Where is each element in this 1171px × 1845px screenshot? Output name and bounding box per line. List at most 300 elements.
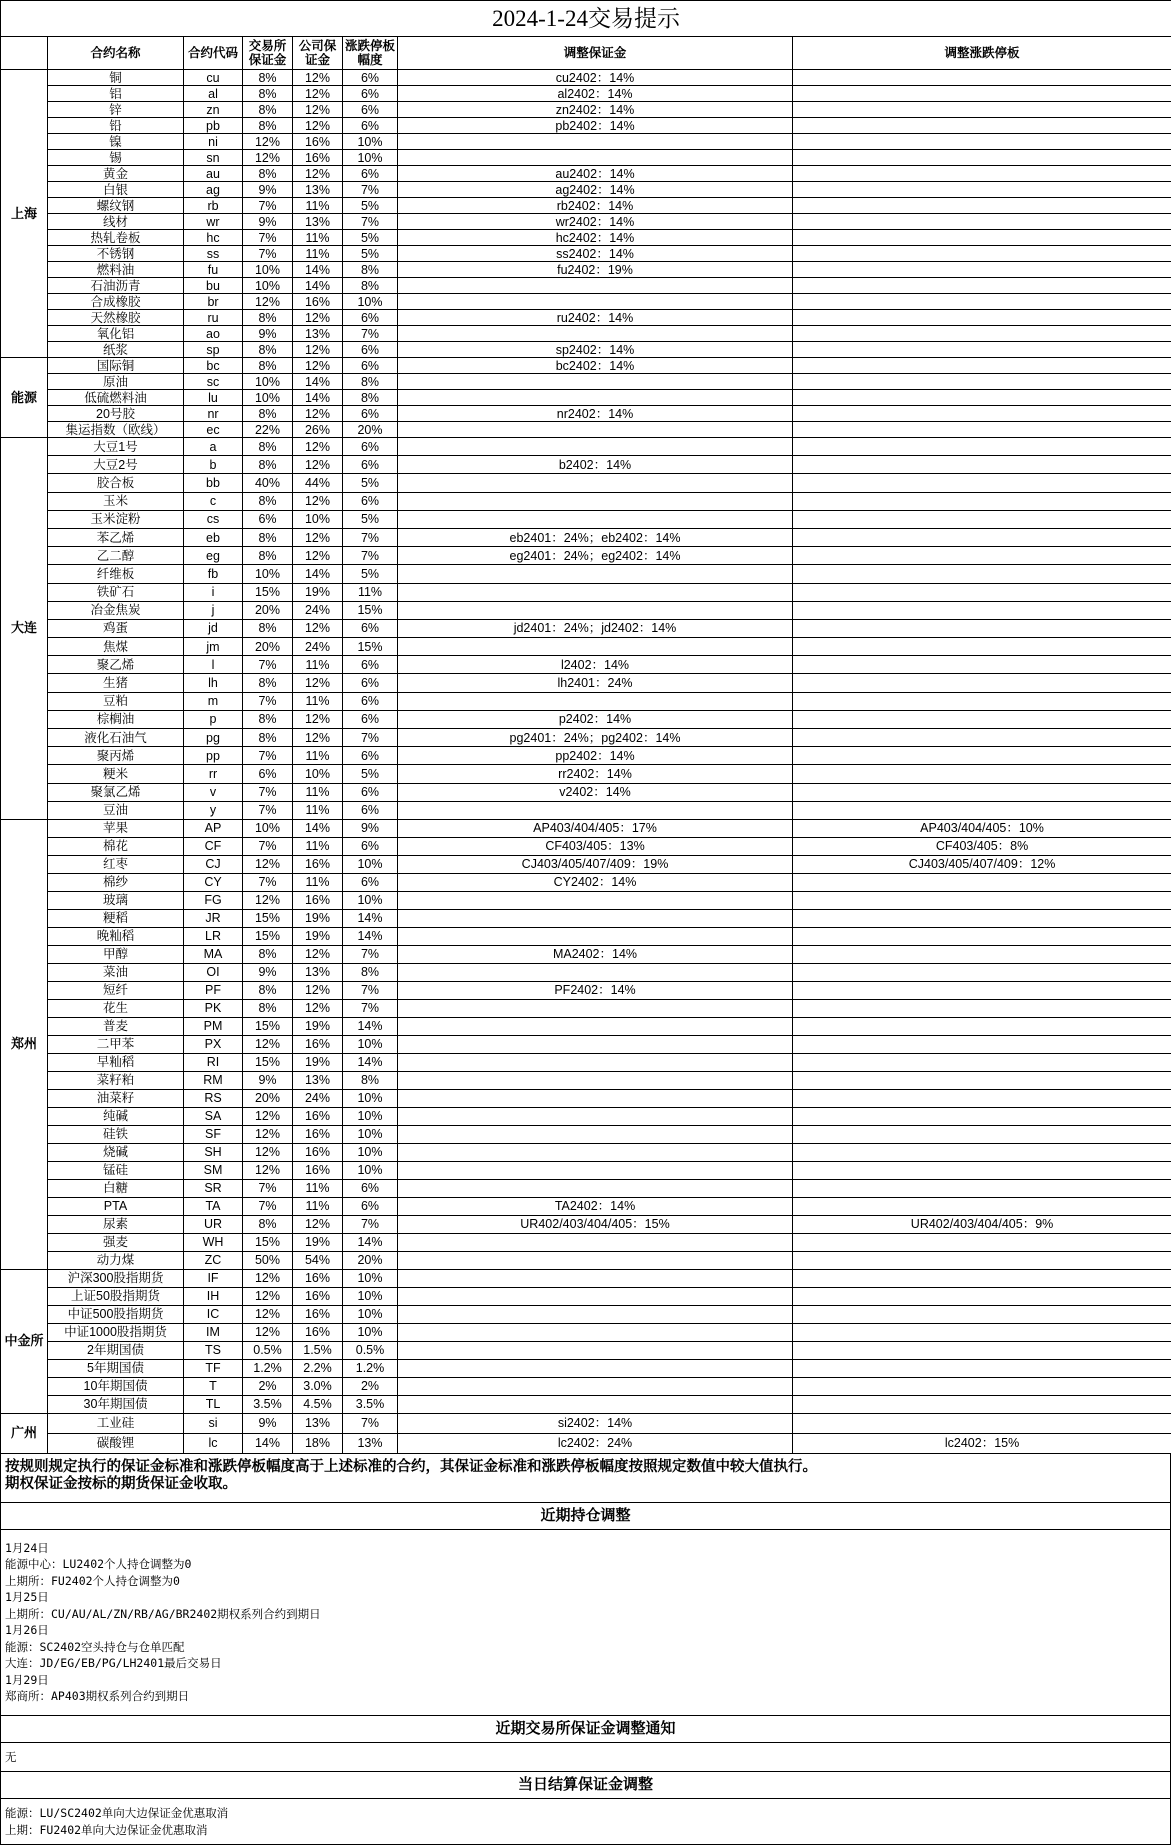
contract-code: jm <box>184 638 243 656</box>
adjusted-margin <box>398 374 793 390</box>
contract-code: PK <box>184 999 243 1017</box>
adjusted-margin <box>398 326 793 342</box>
adjusted-margin: jd2401：24%；jd2402：14% <box>398 619 793 637</box>
exchange-label: 上海 <box>1 70 48 358</box>
price-limit: 6% <box>343 710 398 728</box>
adjusted-margin <box>398 963 793 981</box>
contract-name: 棕榈油 <box>48 710 184 728</box>
contract-code: nr <box>184 406 243 422</box>
header-exchange <box>1 37 48 70</box>
adjusted-margin: lc2402：24% <box>398 1433 793 1453</box>
company-margin: 11% <box>293 783 343 801</box>
adjusted-margin <box>398 1305 793 1323</box>
adjusted-limit: lc2402：15% <box>793 1433 1171 1453</box>
price-limit: 7% <box>343 182 398 198</box>
adjusted-margin: l2402：14% <box>398 656 793 674</box>
contract-code: bc <box>184 358 243 374</box>
adjusted-limit <box>793 1359 1171 1377</box>
company-margin: 11% <box>293 837 343 855</box>
section-body <box>0 1799 1171 1845</box>
adjusted-limit <box>793 438 1171 456</box>
contract-code: FG <box>184 891 243 909</box>
exchange-margin: 12% <box>243 1107 293 1125</box>
contract-code: zn <box>184 102 243 118</box>
exchange-margin: 1.2% <box>243 1359 293 1377</box>
contract-name: 焦煤 <box>48 638 184 656</box>
contract-code: sp <box>184 342 243 358</box>
adjusted-margin <box>398 134 793 150</box>
adjusted-limit: AP403/404/405：10% <box>793 819 1171 837</box>
contract-name: 生猪 <box>48 674 184 692</box>
price-limit: 1.2% <box>343 1359 398 1377</box>
price-limit: 14% <box>343 1053 398 1071</box>
contract-code: p <box>184 710 243 728</box>
company-margin: 13% <box>293 1413 343 1433</box>
exchange-margin: 2% <box>243 1377 293 1395</box>
company-margin: 16% <box>293 891 343 909</box>
adjusted-limit <box>793 528 1171 546</box>
company-margin: 16% <box>293 1125 343 1143</box>
contract-code: i <box>184 583 243 601</box>
adjusted-limit <box>793 999 1171 1017</box>
contract-name: 二甲苯 <box>48 1035 184 1053</box>
exchange-margin: 6% <box>243 765 293 783</box>
contract-code: PX <box>184 1035 243 1053</box>
adjusted-margin: si2402：14% <box>398 1413 793 1433</box>
contract-code: SA <box>184 1107 243 1125</box>
adjusted-margin <box>398 999 793 1017</box>
contract-code: CF <box>184 837 243 855</box>
company-margin: 16% <box>293 1269 343 1287</box>
adjusted-limit <box>793 1161 1171 1179</box>
header-exchange-margin: 交易所保证金 <box>243 37 293 70</box>
exchange-margin: 8% <box>243 166 293 182</box>
adjusted-limit <box>793 729 1171 747</box>
price-limit: 20% <box>343 422 398 438</box>
header-company-margin: 公司保证金 <box>293 37 343 70</box>
company-margin: 16% <box>293 1143 343 1161</box>
adjusted-limit <box>793 927 1171 945</box>
company-margin: 18% <box>293 1433 343 1453</box>
price-limit: 6% <box>343 166 398 182</box>
price-limit: 6% <box>343 310 398 326</box>
price-limit: 9% <box>343 819 398 837</box>
adjusted-limit: CF403/405：8% <box>793 837 1171 855</box>
table-row <box>1 583 1171 601</box>
contract-name: 苯乙烯 <box>48 528 184 546</box>
section-line: 1月24日 <box>5 1540 1166 1557</box>
adjusted-margin <box>398 565 793 583</box>
contract-name: 铁矿石 <box>48 583 184 601</box>
price-limit: 6% <box>343 70 398 86</box>
contract-name: 普麦 <box>48 1017 184 1035</box>
exchange-label: 中金所 <box>1 1269 48 1413</box>
table-row <box>1 801 1171 819</box>
adjusted-limit <box>793 674 1171 692</box>
contract-rows <box>1 70 1171 1454</box>
adjusted-limit <box>793 583 1171 601</box>
adjusted-limit <box>793 1143 1171 1161</box>
exchange-margin: 7% <box>243 747 293 765</box>
table-row <box>1 656 1171 674</box>
price-limit: 14% <box>343 1017 398 1035</box>
note-line: 期权保证金按标的期货保证金收取。 <box>5 1476 1167 1493</box>
contract-code: al <box>184 86 243 102</box>
adjusted-limit <box>793 873 1171 891</box>
section-line: 1月25日 <box>5 1589 1166 1606</box>
contract-code: PF <box>184 981 243 999</box>
table-row <box>1 1143 1171 1161</box>
contract-code: IF <box>184 1269 243 1287</box>
contract-name: 玉米 <box>48 492 184 510</box>
contract-name: 5年期国债 <box>48 1359 184 1377</box>
rules-note <box>0 1454 1171 1503</box>
contract-code: CJ <box>184 855 243 873</box>
company-margin: 24% <box>293 1089 343 1107</box>
exchange-margin: 8% <box>243 406 293 422</box>
contract-name: 30年期国债 <box>48 1395 184 1413</box>
table-row <box>1 1323 1171 1341</box>
exchange-margin: 15% <box>243 909 293 927</box>
company-margin: 13% <box>293 963 343 981</box>
contract-code: ni <box>184 134 243 150</box>
exchange-margin: 7% <box>243 656 293 674</box>
page-title: 2024-1-24交易提示 <box>1 1 1171 37</box>
adjusted-margin: lh2401：24% <box>398 674 793 692</box>
contract-code: cs <box>184 510 243 528</box>
exchange-margin: 10% <box>243 819 293 837</box>
price-limit: 6% <box>343 747 398 765</box>
contract-code: c <box>184 492 243 510</box>
price-limit: 7% <box>343 547 398 565</box>
company-margin: 12% <box>293 999 343 1017</box>
company-margin: 19% <box>293 1017 343 1035</box>
exchange-margin: 12% <box>243 1161 293 1179</box>
contract-code: UR <box>184 1215 243 1233</box>
contract-name: 冶金焦炭 <box>48 601 184 619</box>
exchange-margin: 0.5% <box>243 1341 293 1359</box>
adjusted-margin: cu2402：14% <box>398 70 793 86</box>
contract-name: 豆油 <box>48 801 184 819</box>
exchange-margin: 12% <box>243 1323 293 1341</box>
contract-code: TS <box>184 1341 243 1359</box>
contract-code: TA <box>184 1197 243 1215</box>
contract-name: 原油 <box>48 374 184 390</box>
contract-code: l <box>184 656 243 674</box>
contract-code: y <box>184 801 243 819</box>
contract-code: sc <box>184 374 243 390</box>
contract-code: pb <box>184 118 243 134</box>
header-adjusted-margin: 调整保证金 <box>398 37 793 70</box>
table-row <box>1 999 1171 1017</box>
contract-name: 菜籽粕 <box>48 1071 184 1089</box>
exchange-margin: 12% <box>243 1269 293 1287</box>
contract-code: OI <box>184 963 243 981</box>
table-row <box>1 729 1171 747</box>
adjusted-limit <box>793 638 1171 656</box>
adjusted-limit <box>793 945 1171 963</box>
adjusted-margin: UR402/403/404/405：15% <box>398 1215 793 1233</box>
contract-name: 黄金 <box>48 166 184 182</box>
adjusted-limit <box>793 230 1171 246</box>
adjusted-margin <box>398 1161 793 1179</box>
contract-name: 铅 <box>48 118 184 134</box>
exchange-margin: 15% <box>243 927 293 945</box>
contract-code: IM <box>184 1323 243 1341</box>
section-line: 能源：SC2402空头持仓与仓单匹配 <box>5 1639 1166 1656</box>
exchange-margin: 15% <box>243 1053 293 1071</box>
adjusted-margin <box>398 1287 793 1305</box>
adjusted-limit: UR402/403/404/405：9% <box>793 1215 1171 1233</box>
contract-code: SH <box>184 1143 243 1161</box>
price-limit: 6% <box>343 801 398 819</box>
price-limit: 8% <box>343 963 398 981</box>
company-margin: 4.5% <box>293 1395 343 1413</box>
price-limit: 14% <box>343 1233 398 1251</box>
company-margin: 13% <box>293 1071 343 1089</box>
adjusted-limit <box>793 765 1171 783</box>
table-row <box>1 1125 1171 1143</box>
adjusted-limit <box>793 692 1171 710</box>
contract-name: 晚籼稻 <box>48 927 184 945</box>
contract-code: fb <box>184 565 243 583</box>
exchange-label: 大连 <box>1 438 48 820</box>
table-row <box>1 710 1171 728</box>
contract-name: 纯碱 <box>48 1107 184 1125</box>
table-row <box>1 294 1171 310</box>
contract-name: 锰硅 <box>48 1161 184 1179</box>
table-row <box>1 765 1171 783</box>
adjusted-limit <box>793 1053 1171 1071</box>
contract-code: au <box>184 166 243 182</box>
exchange-margin: 8% <box>243 118 293 134</box>
price-limit: 6% <box>343 358 398 374</box>
table-row <box>1 1053 1171 1071</box>
exchange-margin: 15% <box>243 1017 293 1035</box>
company-margin: 16% <box>293 1323 343 1341</box>
exchange-margin: 7% <box>243 837 293 855</box>
table-row <box>1 374 1171 390</box>
adjusted-margin <box>398 1017 793 1035</box>
contract-name: 硅铁 <box>48 1125 184 1143</box>
price-limit: 10% <box>343 1161 398 1179</box>
contract-code: pp <box>184 747 243 765</box>
company-margin: 12% <box>293 358 343 374</box>
exchange-margin: 3.5% <box>243 1395 293 1413</box>
price-limit: 8% <box>343 374 398 390</box>
table-row <box>1 1197 1171 1215</box>
company-margin: 14% <box>293 262 343 278</box>
table-row <box>1 1251 1171 1269</box>
adjusted-margin <box>398 692 793 710</box>
adjusted-margin: zn2402：14% <box>398 102 793 118</box>
contract-code: hc <box>184 230 243 246</box>
contract-code: eg <box>184 547 243 565</box>
contract-name: 短纤 <box>48 981 184 999</box>
contract-code: lh <box>184 674 243 692</box>
company-margin: 11% <box>293 873 343 891</box>
exchange-margin: 20% <box>243 1089 293 1107</box>
exchange-margin: 6% <box>243 510 293 528</box>
exchange-margin: 20% <box>243 638 293 656</box>
exchange-margin: 7% <box>243 1179 293 1197</box>
exchange-margin: 7% <box>243 783 293 801</box>
contract-name: PTA <box>48 1197 184 1215</box>
adjusted-margin: PF2402：14% <box>398 981 793 999</box>
exchange-margin: 8% <box>243 492 293 510</box>
section-body <box>0 1743 1171 1773</box>
adjusted-limit <box>793 1071 1171 1089</box>
contract-name: 中证500股指期货 <box>48 1305 184 1323</box>
contract-name: 粳米 <box>48 765 184 783</box>
adjusted-limit <box>793 134 1171 150</box>
contract-name: 铝 <box>48 86 184 102</box>
adjusted-limit <box>793 262 1171 278</box>
adjusted-margin: ss2402：14% <box>398 246 793 262</box>
contract-name: 螺纹钢 <box>48 198 184 214</box>
contract-name: 菜油 <box>48 963 184 981</box>
table-row <box>1 1269 1171 1287</box>
table-row <box>1 1233 1171 1251</box>
contract-code: ZC <box>184 1251 243 1269</box>
exchange-margin: 7% <box>243 873 293 891</box>
table-row <box>1 342 1171 358</box>
table-row <box>1 1377 1171 1395</box>
contract-code: TL <box>184 1395 243 1413</box>
exchange-margin: 50% <box>243 1251 293 1269</box>
adjusted-limit <box>793 909 1171 927</box>
contract-name: 聚丙烯 <box>48 747 184 765</box>
section-title: 近期持仓调整 <box>0 1503 1171 1530</box>
exchange-margin: 8% <box>243 999 293 1017</box>
table-row <box>1 1161 1171 1179</box>
adjusted-limit <box>793 118 1171 134</box>
adjusted-margin <box>398 1071 793 1089</box>
contract-name: 棉纱 <box>48 873 184 891</box>
adjusted-margin: al2402：14% <box>398 86 793 102</box>
contract-code: m <box>184 692 243 710</box>
contract-name: 工业硅 <box>48 1413 184 1433</box>
contract-code: j <box>184 601 243 619</box>
adjusted-limit <box>793 1269 1171 1287</box>
table-row <box>1 674 1171 692</box>
exchange-margin: 7% <box>243 1197 293 1215</box>
adjusted-margin: nr2402：14% <box>398 406 793 422</box>
adjusted-margin <box>398 1089 793 1107</box>
contract-name: 花生 <box>48 999 184 1017</box>
contract-code: fu <box>184 262 243 278</box>
contract-code: RS <box>184 1089 243 1107</box>
adjusted-limit <box>793 747 1171 765</box>
table-row <box>1 310 1171 326</box>
contract-code: ag <box>184 182 243 198</box>
adjusted-margin <box>398 1125 793 1143</box>
adjusted-limit <box>793 1017 1171 1035</box>
adjusted-margin <box>398 390 793 406</box>
adjusted-margin <box>398 1395 793 1413</box>
price-limit: 10% <box>343 1305 398 1323</box>
exchange-margin: 8% <box>243 619 293 637</box>
table-row <box>1 1433 1171 1453</box>
price-limit: 0.5% <box>343 1341 398 1359</box>
company-margin: 10% <box>293 510 343 528</box>
price-limit: 6% <box>343 656 398 674</box>
price-limit: 20% <box>343 1251 398 1269</box>
exchange-label: 能源 <box>1 358 48 438</box>
company-margin: 11% <box>293 801 343 819</box>
price-limit: 14% <box>343 927 398 945</box>
price-limit: 6% <box>343 342 398 358</box>
exchange-margin: 8% <box>243 438 293 456</box>
adjusted-limit <box>793 390 1171 406</box>
exchange-margin: 12% <box>243 1287 293 1305</box>
company-margin: 12% <box>293 406 343 422</box>
company-margin: 14% <box>293 278 343 294</box>
adjusted-limit <box>793 86 1171 102</box>
price-limit: 10% <box>343 1143 398 1161</box>
table-row <box>1 456 1171 474</box>
exchange-margin: 7% <box>243 801 293 819</box>
contract-name: 线材 <box>48 214 184 230</box>
adjusted-limit <box>793 1395 1171 1413</box>
company-margin: 16% <box>293 1305 343 1323</box>
price-limit: 5% <box>343 565 398 583</box>
company-margin: 14% <box>293 374 343 390</box>
table-row <box>1 198 1171 214</box>
adjusted-margin <box>398 294 793 310</box>
company-margin: 14% <box>293 390 343 406</box>
table-row <box>1 963 1171 981</box>
adjusted-limit <box>793 1413 1171 1433</box>
company-margin: 11% <box>293 692 343 710</box>
price-limit: 10% <box>343 1035 398 1053</box>
adjusted-limit <box>793 492 1171 510</box>
company-margin: 3.0% <box>293 1377 343 1395</box>
contract-name: 玉米淀粉 <box>48 510 184 528</box>
contract-name: 强麦 <box>48 1233 184 1251</box>
adjusted-margin <box>398 1341 793 1359</box>
contract-name: 乙二醇 <box>48 547 184 565</box>
company-margin: 12% <box>293 86 343 102</box>
adjusted-limit <box>793 406 1171 422</box>
exchange-margin: 12% <box>243 891 293 909</box>
company-margin: 12% <box>293 945 343 963</box>
price-limit: 3.5% <box>343 1395 398 1413</box>
adjusted-limit <box>793 1035 1171 1053</box>
adjusted-limit <box>793 150 1171 166</box>
contract-name: 镍 <box>48 134 184 150</box>
table-row <box>1 1215 1171 1233</box>
note-line: 按规则规定执行的保证金标准和涨跌停板幅度高于上述标准的合约，其保证金标准和涨跌停板幅度按照规定数值中较大值执行。 <box>5 1459 1167 1476</box>
price-limit: 14% <box>343 909 398 927</box>
contract-code: ss <box>184 246 243 262</box>
contract-name: 红枣 <box>48 855 184 873</box>
contract-code: rr <box>184 765 243 783</box>
exchange-margin: 12% <box>243 1143 293 1161</box>
section-line: 1月29日 <box>5 1672 1166 1689</box>
table-row <box>1 102 1171 118</box>
table-row <box>1 86 1171 102</box>
header-adjusted-limit: 调整涨跌停板 <box>793 37 1171 70</box>
exchange-margin: 8% <box>243 310 293 326</box>
price-limit: 7% <box>343 981 398 999</box>
contract-name: 纤维板 <box>48 565 184 583</box>
company-margin: 16% <box>293 855 343 873</box>
contract-code: RM <box>184 1071 243 1089</box>
adjusted-limit <box>793 1341 1171 1359</box>
company-margin: 11% <box>293 246 343 262</box>
exchange-margin: 8% <box>243 528 293 546</box>
